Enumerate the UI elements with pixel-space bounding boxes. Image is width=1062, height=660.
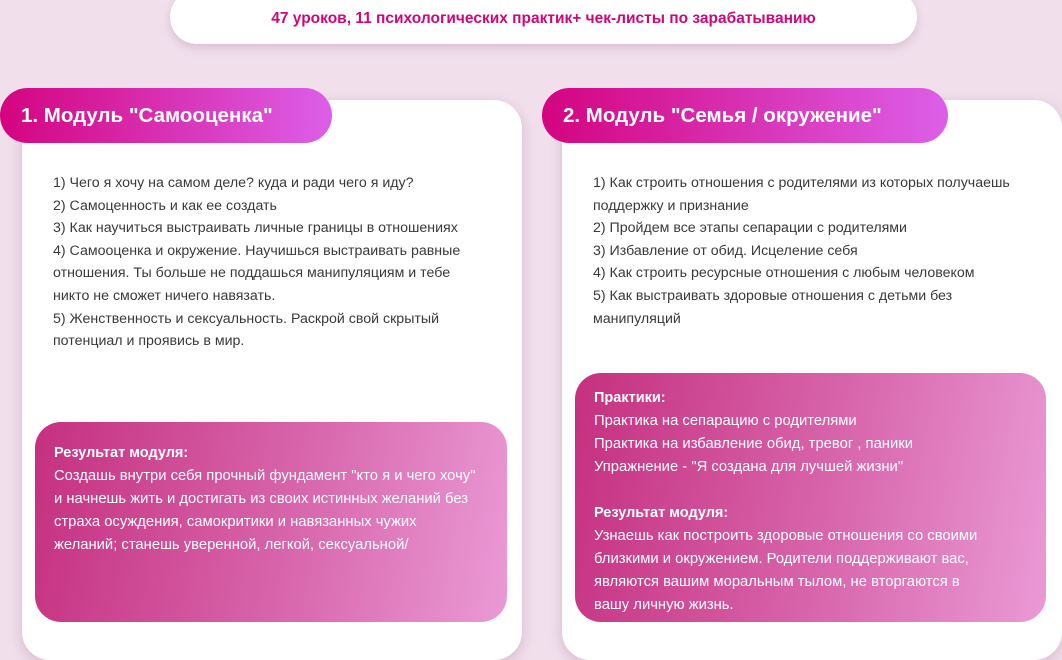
lesson-item: 4) Самооценка и окружение. Научишься выстраивать равные отношения. Ты больше не поддашься манипуляциям и тебе никто не сможет ничего навязать. [53,242,461,304]
result-label: Результат модуля: [54,445,189,461]
module-1-lessons [53,172,478,353]
banner [170,0,917,44]
practice-item: Практика на сепарацию с родителями [594,413,857,429]
banner-text: 47 уроков, 11 психологических практик+ чек-листы по зарабатыванию [271,10,816,27]
module-1-title: 1. Модуль "Самооценка" [0,88,332,143]
practice-item: Практика на избавление обид, тревог , паники [594,436,913,452]
result-label: Результат модуля: [594,505,729,521]
lesson-item: 3) Как научиться выстраивать личные границы в отношениях [53,220,458,237]
module-2-result-box [575,373,1046,622]
lesson-item: 4) Как строить ресурсные отношения с любым человеком [593,265,975,282]
lesson-item: 3) Избавление от обид. Исцеление себя [593,242,858,259]
lesson-item: 1) Чего я хочу на самом деле? куда и ради чего я иду? [53,175,414,191]
module-2-lessons [593,172,1013,330]
result-text: Создашь внутри себя прочный фундамент "кто я и чего хочу" и начнешь жить и достигать из своих истинных желаний без страха осуждения, самокритики и навязанных чужих желаний; станешь уверенной, легкой, сексуальной/ [54,468,476,553]
module-1-result-box [35,422,507,622]
lesson-item: 1) Как строить отношения с родителями из которых получаешь поддержку и признание [593,175,1010,214]
lesson-item: 5) Женственность и сексуальность. Раскрой свой скрытый потенциал и проявись в мир. [53,310,440,350]
lesson-item: 2) Самоценность и как ее создать [53,197,277,214]
result-text: Узнаешь как построить здоровые отношения со своими близкими и окружением. Родители поддерживают вас, являются вашим моральным тылом, не вторгаются в вашу личную жизнь. [594,528,978,613]
lesson-item: 2) Пройдем все этапы сепарации с родителями [593,220,907,237]
lesson-item: 5) Как выстраивать здоровые отношения с детьми без манипуляций [593,287,953,327]
practice-item: Упражнение - "Я создана для лучшей жизни" [594,459,904,475]
module-2-title: 2. Модуль "Семья / окружение" [542,88,948,143]
practices-label: Практики: [594,390,666,406]
